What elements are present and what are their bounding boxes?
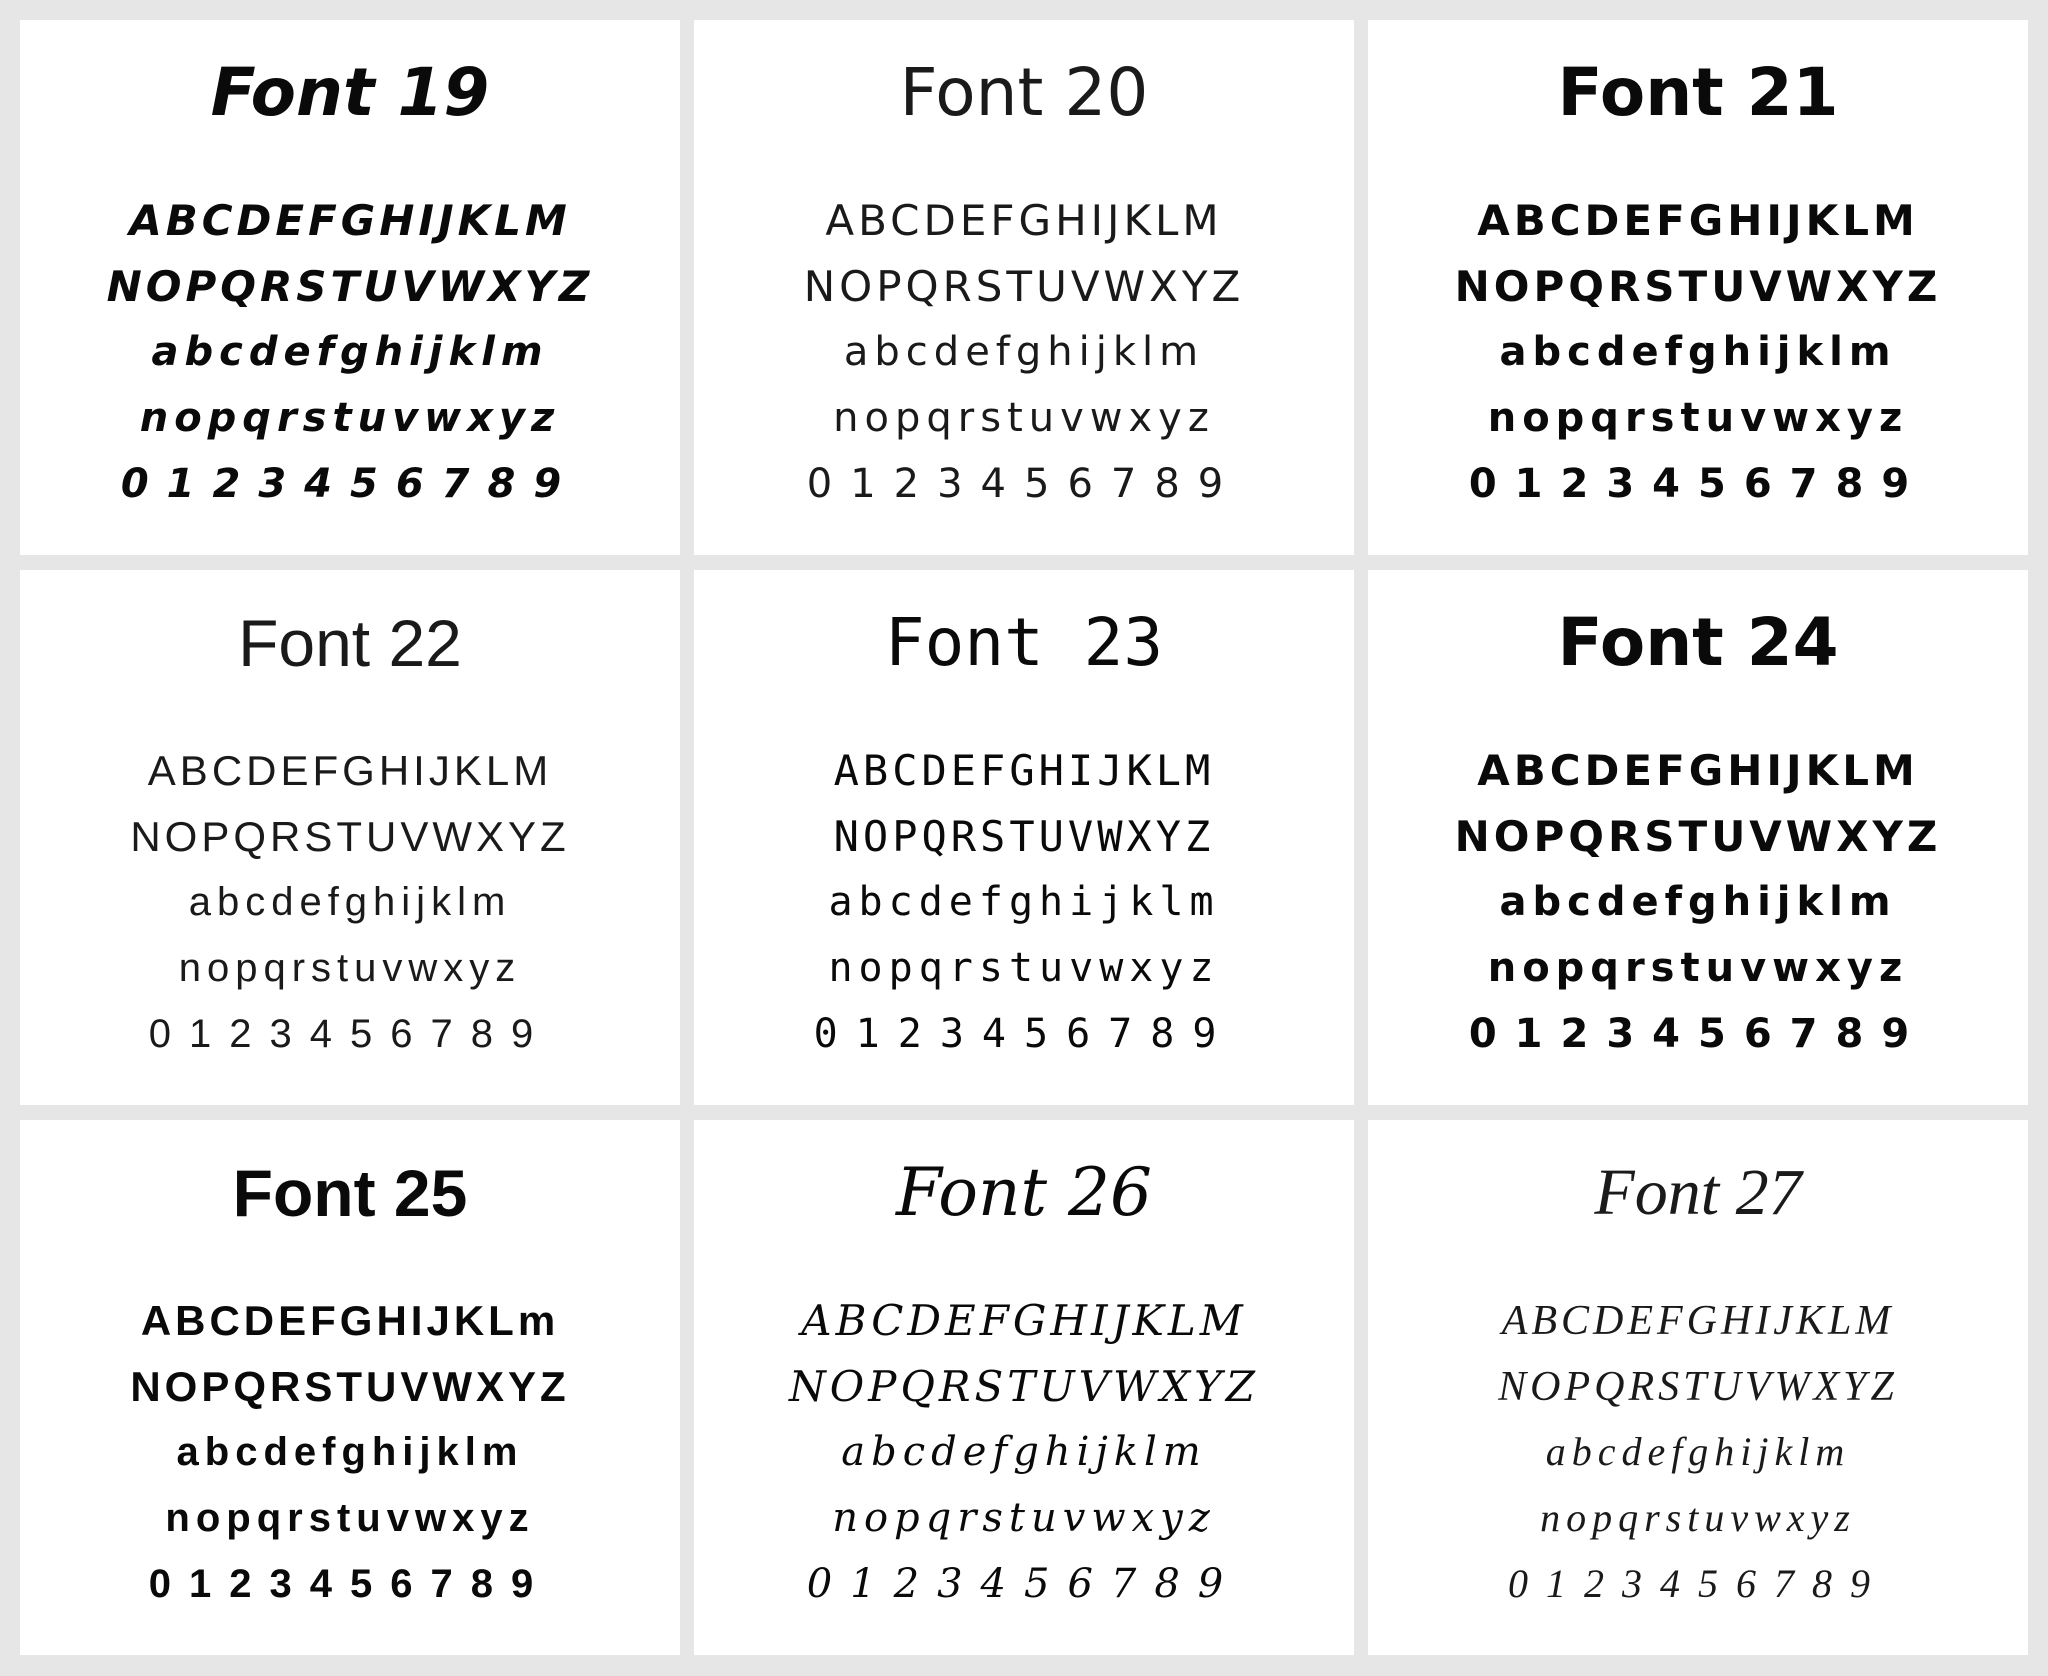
lowercase-row-1: abcdefghijklm [1545,1429,1851,1474]
lowercase-row-2: nopqrstuvwxyz [1540,1495,1856,1540]
digits-row: 0123456789 [806,1561,1242,1607]
digits-row: 0123456789 [806,461,1242,507]
lowercase-row-2: nopqrstuvwxyz [178,946,522,990]
digits-row: 0123456789 [1468,1011,1928,1057]
font-title: Font 19 [210,54,490,131]
lowercase-row-2: nopqrstuvwxyz [1487,395,1909,441]
uppercase-row-1: ABCDEFGHIJKLM [1501,1298,1895,1344]
font-card-20 [694,20,1354,555]
uppercase-row-2: NOPQRSTUVWXYZ [106,262,594,311]
font-card-27 [1368,1120,2028,1655]
lowercase-row-1: abcdefghijklm [1499,329,1897,375]
font-card-22 [20,570,680,1105]
font-title: Font 21 [1557,54,1839,131]
lowercase-row-1: abcdefghijklm [188,880,512,924]
lowercase-row-1: abcdefghijklm [1499,879,1897,925]
lowercase-row-1: abcdefghijklm [843,329,1205,375]
digits-row: 0123456789 [813,1011,1235,1057]
uppercase-row-1: ABCDEFGHIJKLM [129,196,571,245]
font-card-25 [20,1120,680,1655]
lowercase-row-1: abcdefghijklm [841,1429,1207,1475]
lowercase-row-2: nopqrstuvwxyz [165,1496,535,1540]
lowercase-row-1: abcdefghijklm [151,329,549,375]
font-card-26 [694,1120,1354,1655]
digits-row: 0123456789 [148,1562,552,1606]
digits-row: 0123456789 [1508,1561,1888,1606]
uppercase-row-1: ABCDEFGHIJKLM [1477,196,1919,245]
font-title: Font 24 [1557,604,1839,681]
uppercase-row-1: ABCDEFGHIJKLM [825,196,1223,245]
uppercase-row-2: NOPQRSTUVWXYZ [803,262,1245,311]
lowercase-row-2: nopqrstuvwxyz [1487,945,1909,991]
font-title: Font 27 [1594,1156,1802,1229]
digits-row: 0123456789 [120,461,580,507]
digits-row: 0123456789 [148,1012,552,1056]
font-title: Font 20 [899,54,1149,131]
font-title: Font 25 [232,1156,468,1230]
lowercase-row-1: abcdefghijklm [828,879,1220,925]
uppercase-row-2: NOPQRSTUVWXYZ [130,1363,570,1410]
uppercase-row-2: NOPQRSTUVWXYZ [1498,1364,1898,1410]
font-title: Font 23 [884,604,1164,681]
lowercase-row-2: nopqrstuvwxyz [828,945,1220,991]
uppercase-row-1: ABCDEFGHIJKLM [801,1296,1247,1345]
font-title: Font 26 [896,1154,1152,1231]
uppercase-row-2: NOPQRSTUVWXYZ [833,812,1215,861]
font-card-23 [694,570,1354,1105]
lowercase-row-1: abcdefghijklm [176,1430,524,1474]
lowercase-row-2: nopqrstuvwxyz [833,395,1215,441]
font-card-24 [1368,570,2028,1105]
uppercase-row-2: NOPQRSTUVWXYZ [1454,812,1942,861]
uppercase-row-1: ABCDEFGHIJKLM [1477,746,1919,795]
uppercase-row-2: NOPQRSTUVWXYZ [130,813,570,860]
uppercase-row-1: ABCDEFGHIJKLm [140,1297,560,1344]
lowercase-row-2: nopqrstuvwxyz [139,395,561,441]
font-card-19 [20,20,680,555]
uppercase-row-2: NOPQRSTUVWXYZ [1454,262,1942,311]
uppercase-row-1: ABCDEFGHIJKLM [147,747,553,794]
digits-row: 0123456789 [1468,461,1928,507]
uppercase-row-1: ABCDEFGHIJKLM [833,746,1215,795]
font-card-21 [1368,20,2028,555]
lowercase-row-2: nopqrstuvwxyz [832,1495,1216,1541]
font-title: Font 22 [238,606,462,680]
uppercase-row-2: NOPQRSTUVWXYZ [789,1362,1259,1411]
